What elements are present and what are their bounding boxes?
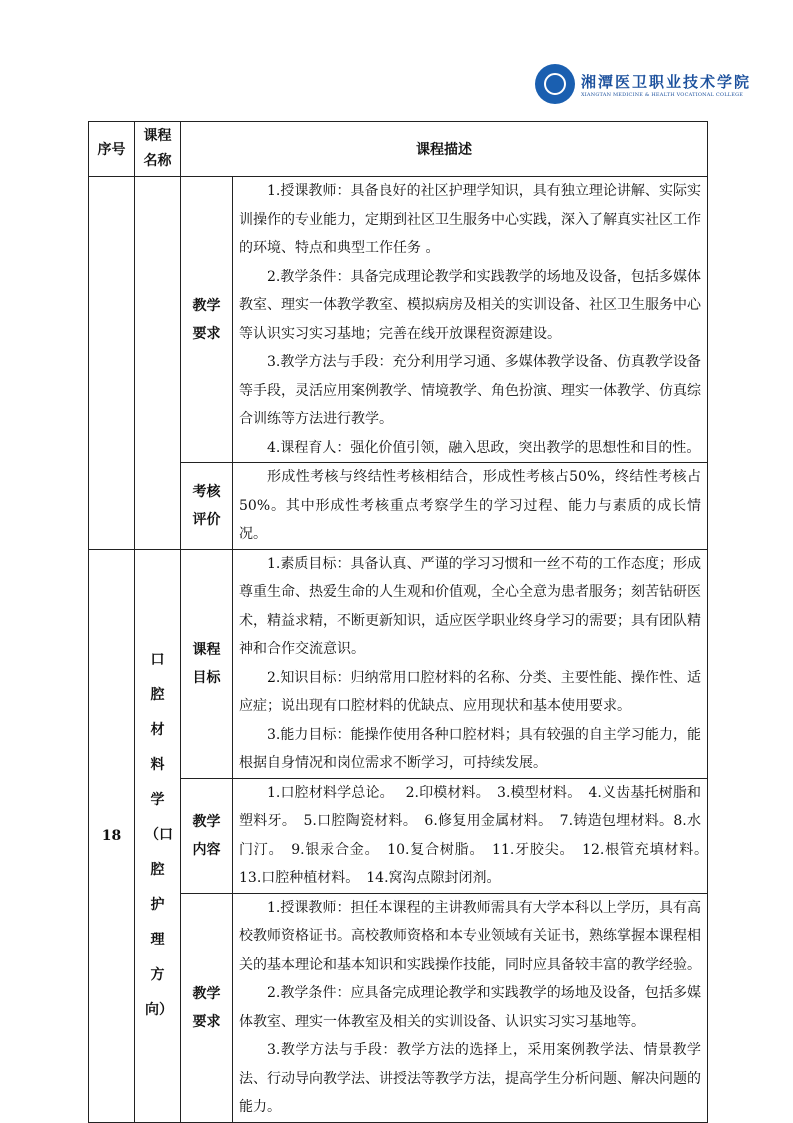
para: 1.素质目标：具备认真、严谨的学习习惯和一丝不苟的工作态度；形成尊重生命、热爱生命的人生观和价值观，全心全意为患者服务；刻苦钻研医术，精益求精，不断更新知识，适应医学职业终身学习的需要；具有团队精神和合作交流意识。 bbox=[239, 555, 701, 657]
label-req: 教学要求 bbox=[181, 177, 233, 463]
course-no: 18 bbox=[89, 549, 135, 1122]
table-row bbox=[89, 177, 708, 463]
cell-goal bbox=[233, 549, 708, 778]
cell-req-2 bbox=[233, 893, 708, 1122]
para: 3.教学方法与手段：充分利用学习通、多媒体教学设备、仿真教学设备等手段，灵活应用案例教学、情境教学、角色扮演、理实一体教学、仿真综合训练等方法进行教学。 bbox=[239, 354, 701, 427]
label-content: 教学内容 bbox=[181, 778, 233, 893]
table-row bbox=[89, 778, 708, 893]
course-name: 口腔材料学（口腔护理方向） bbox=[135, 549, 181, 1122]
table-row bbox=[89, 549, 708, 778]
para: 1.口腔材料学总论。 2.印模材料。 3.模型材料。 4.义齿基托树脂和塑料牙。 5.口腔陶瓷材料。 6.修复用金属材料。 7.铸造包埋材料。8.水门汀。 9.银汞合金。 10.复合树脂。 11.牙胶尖。 12.根管充填材料。 13.口腔种植材料。 14.窝沟点隙封闭剂。 bbox=[239, 784, 715, 886]
college-logo bbox=[535, 64, 751, 104]
table-row bbox=[89, 893, 708, 1122]
label-goal: 课程目标 bbox=[181, 549, 233, 778]
para: 3.教学方法与手段：教学方法的选择上，采用案例教学法、情景教学法、行动导向教学法、讲授法等教学方法，提高学生分析问题、解决问题的能力。 bbox=[239, 1042, 701, 1115]
para: 1.授课教师：担任本课程的主讲教师需具有大学本科以上学历，具有高校教师资格证书。高校教师资格和本专业领域有关证书，熟练掌握本课程相关的基本理论和基本知识和实践操作技能，同时应具备较丰富的教学经验。 bbox=[239, 899, 701, 973]
course-table bbox=[88, 121, 715, 1123]
para: 4.课程育人：强化价值引领，融入思政，突出教学的思想性和目的性。 bbox=[267, 439, 701, 456]
logo-en: XIANGTAN MEDICINE & HEALTH VOCATIONAL COLLEGE bbox=[581, 91, 744, 98]
para: 2.教学条件：应具备完成理论教学和实践教学的场地及设备，包括多媒体教室、理实一体教室及相关的实训设备、认识实习实习基地等。 bbox=[239, 985, 701, 1030]
para: 3.能力目标：能操作使用各种口腔材料；具有较强的自主学习能力，能根据自身情况和岗位需求不断学习，可持续发展。 bbox=[239, 726, 701, 771]
header-row bbox=[89, 122, 708, 177]
cell-req bbox=[233, 177, 708, 463]
label-eval: 考核评价 bbox=[181, 463, 233, 550]
header-name: 课程名称 bbox=[135, 122, 181, 177]
para: 2.知识目标：归纳常用口腔材料的名称、分类、主要性能、操作性、适应症；说出现有口腔材料的优缺点、应用现状和基本使用要求。 bbox=[239, 669, 701, 714]
cell-eval bbox=[233, 463, 708, 550]
logo-cn: 湘潭医卫职业技术学院 bbox=[581, 72, 752, 91]
para: 形成性考核与终结性考核相结合，形成性考核占50%，终结性考核占50%。其中形成性考核重点考察学生的学习过程、能力与素质的成长情况。 bbox=[239, 469, 701, 542]
para: 1.授课教师：具备良好的社区护理学知识，具有独立理论讲解、实际实训操作的专业能力，定期到社区卫生服务中心实践，深入了解真实社区工作的环境、特点和典型工作任务 。 bbox=[239, 183, 701, 256]
cell-content bbox=[233, 778, 715, 893]
table-row bbox=[89, 463, 708, 550]
college-seal-icon bbox=[535, 64, 575, 104]
para: 2.教学条件：具备完成理论教学和实践教学的场地及设备，包括多媒体教室、理实一体教学教室、模拟病房及相关的实训设备、社区卫生服务中心等认识实习实习基地；完善在线开放课程资源建设。 bbox=[239, 268, 701, 342]
header-no: 序号 bbox=[89, 122, 135, 177]
header-desc: 课程描述 bbox=[181, 122, 708, 177]
label-req-2: 教学要求 bbox=[181, 893, 233, 1122]
